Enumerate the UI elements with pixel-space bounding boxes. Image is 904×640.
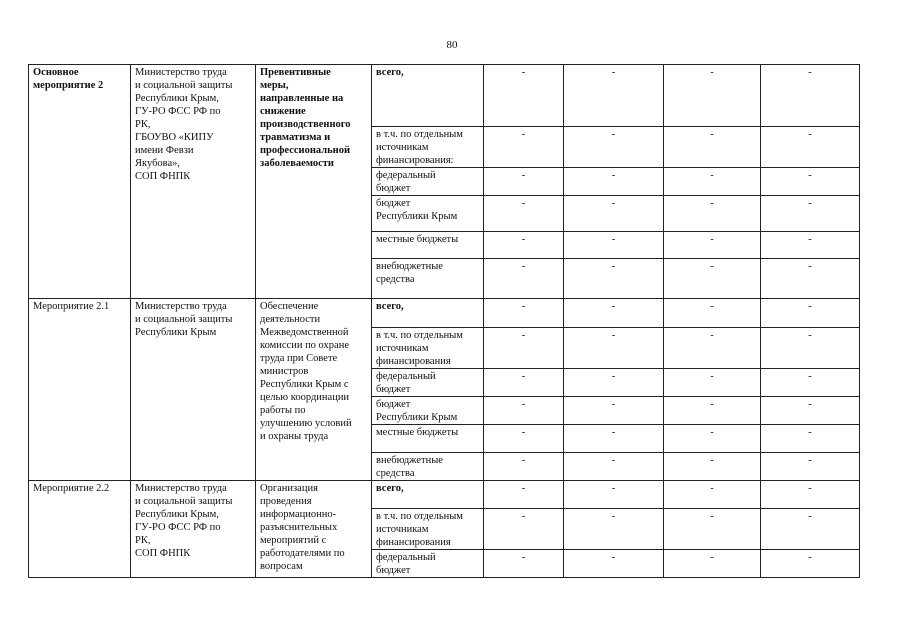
funding-source-cell: всего, xyxy=(372,65,484,127)
funding-value-cell: - xyxy=(484,509,564,550)
funding-value-cell: - xyxy=(564,481,664,509)
funding-table xyxy=(28,64,860,578)
funding-value-cell: - xyxy=(761,168,860,196)
funding-table-body xyxy=(29,65,860,578)
funding-source-cell: в т.ч. по отдельным источникам финансирования xyxy=(372,328,484,369)
funding-value-cell: - xyxy=(664,369,761,397)
funding-value-cell: - xyxy=(564,550,664,578)
funding-value-cell: - xyxy=(761,328,860,369)
funding-value-cell: - xyxy=(664,299,761,328)
funding-value-cell: - xyxy=(664,127,761,168)
funding-value-cell: - xyxy=(664,550,761,578)
funding-value-cell: - xyxy=(484,232,564,259)
event-name-cell: Мероприятие 2.2 xyxy=(29,481,131,578)
executor-cell: Министерство труда и социальной защиты Республики Крым xyxy=(131,299,256,481)
funding-value-cell: - xyxy=(484,299,564,328)
funding-value-cell: - xyxy=(484,550,564,578)
funding-source-cell: бюджет Республики Крым xyxy=(372,196,484,232)
funding-value-cell: - xyxy=(564,369,664,397)
executor-cell: Министерство труда и социальной защиты Республики Крым, ГУ-РО ФСС РФ по РК, СОП ФНПК xyxy=(131,481,256,578)
table-row xyxy=(29,481,860,509)
funding-value-cell: - xyxy=(761,196,860,232)
event-description-cell: Организация проведения информационно- разъяснительных мероприятий с работодателями по вопросам xyxy=(256,481,372,578)
executor-cell: Министерство труда и социальной защиты Республики Крым, ГУ-РО ФСС РФ по РК, ГБОУВО «КИПУ имени Февзи Якубова», СОП ФНПК xyxy=(131,65,256,299)
funding-value-cell: - xyxy=(484,453,564,481)
funding-source-cell: внебюджетные средства xyxy=(372,259,484,299)
funding-value-cell: - xyxy=(564,425,664,453)
funding-value-cell: - xyxy=(761,397,860,425)
funding-value-cell: - xyxy=(484,425,564,453)
funding-value-cell: - xyxy=(564,232,664,259)
funding-value-cell: - xyxy=(564,259,664,299)
funding-source-cell: всего, xyxy=(372,299,484,328)
funding-source-cell: внебюджетные средства xyxy=(372,453,484,481)
funding-value-cell: - xyxy=(761,425,860,453)
funding-value-cell: - xyxy=(484,127,564,168)
funding-value-cell: - xyxy=(761,259,860,299)
funding-value-cell: - xyxy=(484,196,564,232)
funding-value-cell: - xyxy=(761,509,860,550)
funding-value-cell: - xyxy=(664,328,761,369)
funding-value-cell: - xyxy=(484,65,564,127)
funding-value-cell: - xyxy=(664,397,761,425)
funding-value-cell: - xyxy=(664,65,761,127)
funding-source-cell: местные бюджеты xyxy=(372,425,484,453)
funding-value-cell: - xyxy=(564,168,664,196)
funding-source-cell: местные бюджеты xyxy=(372,232,484,259)
funding-source-cell: бюджет Республики Крым xyxy=(372,397,484,425)
table-row xyxy=(29,65,860,127)
funding-value-cell: - xyxy=(564,453,664,481)
funding-source-cell: в т.ч. по отдельным источникам финансирования: xyxy=(372,127,484,168)
funding-source-cell: федеральный бюджет xyxy=(372,168,484,196)
funding-value-cell: - xyxy=(664,259,761,299)
funding-value-cell: - xyxy=(761,65,860,127)
event-description-cell: Обеспечение деятельности Межведомственной комиссии по охране труда при Совете министров Республики Крым с целью координации работы по улучшению условий и охраны труда xyxy=(256,299,372,481)
funding-value-cell: - xyxy=(664,168,761,196)
funding-value-cell: - xyxy=(664,509,761,550)
funding-value-cell: - xyxy=(761,550,860,578)
funding-value-cell: - xyxy=(564,509,664,550)
funding-value-cell: - xyxy=(761,299,860,328)
funding-value-cell: - xyxy=(761,453,860,481)
funding-value-cell: - xyxy=(664,232,761,259)
event-name-cell: Основное мероприятие 2 xyxy=(29,65,131,299)
funding-value-cell: - xyxy=(664,196,761,232)
event-name-cell: Мероприятие 2.1 xyxy=(29,299,131,481)
table-row xyxy=(29,299,860,328)
page-number: 80 xyxy=(446,39,458,51)
funding-value-cell: - xyxy=(484,328,564,369)
funding-value-cell: - xyxy=(564,328,664,369)
funding-value-cell: - xyxy=(564,65,664,127)
funding-source-cell: всего, xyxy=(372,481,484,509)
funding-value-cell: - xyxy=(564,196,664,232)
funding-value-cell: - xyxy=(761,232,860,259)
funding-value-cell: - xyxy=(564,299,664,328)
funding-value-cell: - xyxy=(484,168,564,196)
funding-value-cell: - xyxy=(564,397,664,425)
funding-value-cell: - xyxy=(761,369,860,397)
funding-value-cell: - xyxy=(484,397,564,425)
funding-value-cell: - xyxy=(761,127,860,168)
funding-value-cell: - xyxy=(664,481,761,509)
funding-source-cell: в т.ч. по отдельным источникам финансирования xyxy=(372,509,484,550)
funding-value-cell: - xyxy=(564,127,664,168)
funding-value-cell: - xyxy=(761,481,860,509)
funding-value-cell: - xyxy=(664,425,761,453)
funding-value-cell: - xyxy=(484,259,564,299)
funding-value-cell: - xyxy=(664,453,761,481)
funding-value-cell: - xyxy=(484,481,564,509)
funding-value-cell: - xyxy=(484,369,564,397)
funding-source-cell: федеральный бюджет xyxy=(372,550,484,578)
event-description-cell: Превентивные меры, направленные на снижение производственного травматизма и профессиональной заболеваемости xyxy=(256,65,372,299)
funding-source-cell: федеральный бюджет xyxy=(372,369,484,397)
